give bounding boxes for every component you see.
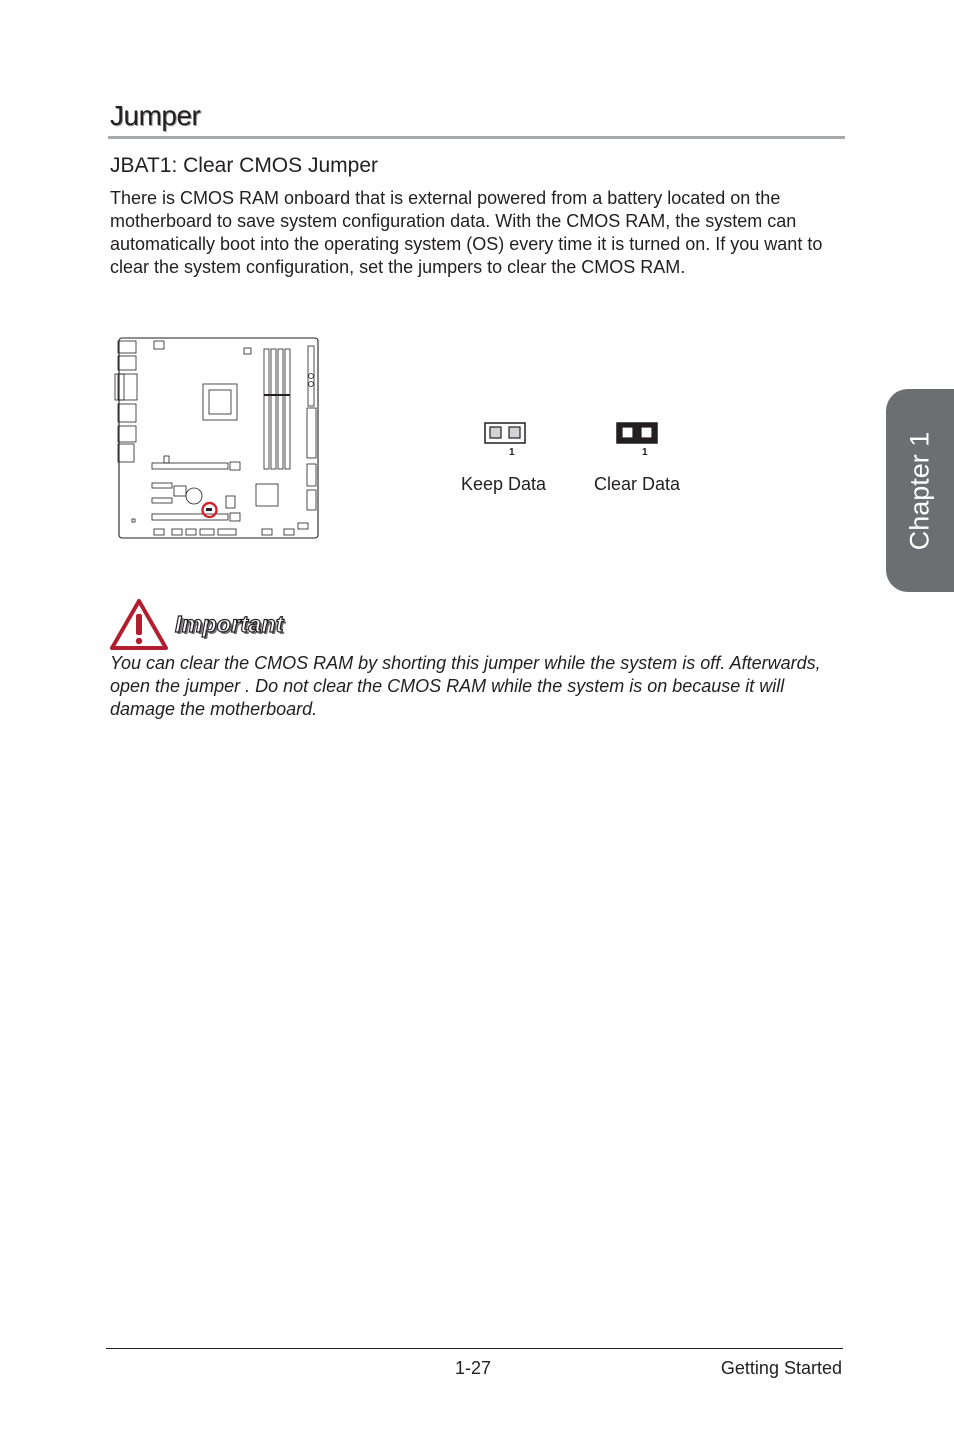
clear-data-jumper bbox=[616, 422, 658, 444]
keep-data-label: Keep Data bbox=[461, 474, 547, 494]
warning-triangle-icon bbox=[109, 598, 169, 652]
section-title: Jumper bbox=[110, 100, 201, 131]
important-note-text: You can clear the CMOS RAM by shorting this jumper while the system is off. Afterwards, open the jumper . Do not clear the CMOS RAM while the system is on because it will damage the motherboard. bbox=[110, 653, 821, 719]
keep-data-jumper bbox=[484, 422, 526, 444]
title-divider bbox=[108, 136, 845, 139]
footer-divider bbox=[106, 1348, 843, 1349]
chapter-tab bbox=[886, 389, 954, 592]
motherboard-diagram bbox=[114, 336, 320, 540]
important-label: Important bbox=[175, 611, 284, 637]
footer-section-title: Getting Started bbox=[720, 1358, 842, 1378]
page-number: 1-27 bbox=[455, 1358, 492, 1378]
body-paragraph: There is CMOS RAM onboard that is external powered from a battery located on the motherboard to save system configuration data. With the CMOS RAM, the system can automatically boot into the operating system (OS) every time it is turned on. If you want to clear the system configuration, set the jumpers to clear the CMOS RAM. bbox=[110, 188, 823, 277]
clear-data-pin1-label: 1 bbox=[642, 447, 648, 458]
clear-data-label: Clear Data bbox=[594, 474, 681, 494]
keep-data-pin1-label: 1 bbox=[509, 447, 515, 458]
sub-title: JBAT1: Clear CMOS Jumper bbox=[110, 154, 379, 177]
chapter-tab-label: Chapter 1 bbox=[904, 431, 935, 550]
